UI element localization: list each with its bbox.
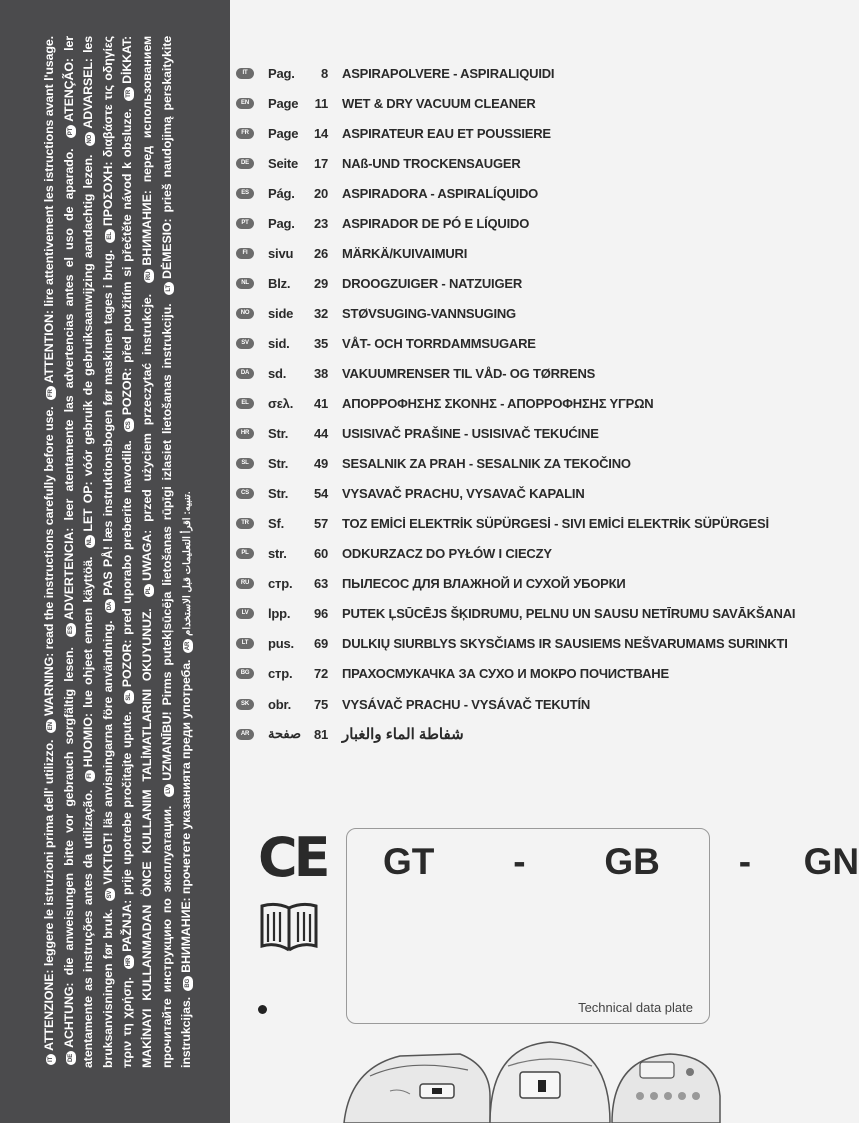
lang-badge-icon: CS <box>236 488 254 499</box>
page-number: 72 <box>313 666 328 682</box>
lang-badge-icon: LV <box>236 608 254 619</box>
section-title: DULKIŲ SIURBLYS SKYSČIAMS IR SAUSIEMS NEŠVARUMAMS SURINKTI <box>342 636 788 652</box>
warning-text: DİKKAT: MAKİNAYI KULLANMADAN ÖNCE KULLANIM TALİMATLARINI OKUYUNUZ. <box>120 35 154 1068</box>
lang-badge-icon: DE <box>236 158 254 169</box>
warning-text: ВНИМАНИЕ: прочетете указанията преди употреба. <box>179 659 194 973</box>
page-label: Str. <box>268 486 289 502</box>
warning-text: POZOR: před použitím si přečtěte návod k obsluze. <box>120 108 135 416</box>
page-number: 60 <box>313 546 328 562</box>
page-number: 38 <box>313 365 328 381</box>
technical-data-plate <box>346 828 859 1024</box>
lang-badge-icon: FR <box>46 386 56 400</box>
toc-row-ru <box>236 569 796 599</box>
section-title: MÄRKÄ/KUIVAIMURI <box>342 245 468 261</box>
section-title: VYSAVAČ PRACHU, VYSAVAČ KAPALIN <box>342 486 585 502</box>
toc-row-el <box>236 389 796 419</box>
toc-row-lt <box>236 629 796 659</box>
warning-de <box>62 647 76 1068</box>
toc-row-en <box>236 88 796 118</box>
page-number: 32 <box>313 305 328 321</box>
lang-badge-icon: SL <box>236 458 254 469</box>
warning-it <box>42 740 56 1068</box>
toc-row-cs <box>236 479 796 509</box>
warning-nl <box>81 155 95 552</box>
section-title: VYSÁVAČ PRACHU - VYSÁVAČ TEKUTÍN <box>342 696 591 712</box>
lang-badge-icon: DE <box>66 1051 76 1065</box>
page-number: 23 <box>313 215 328 231</box>
toc-row-tr <box>236 509 796 539</box>
warning-ar <box>179 491 193 656</box>
section-title: ПЫЛЕСОС ДЛЯ ВЛАЖНОЙ И СУХОЙ УБОРКИ <box>342 576 626 592</box>
warning-text: ADVERTENCIA: leer atentamente las advertencias antes el uso de aparado. <box>61 148 76 621</box>
lang-badge-icon: BG <box>183 976 193 991</box>
section-title: VAKUUMRENSER TIL VÅD- OG TØRRENS <box>342 365 596 381</box>
lang-badge-icon: FI <box>85 770 95 781</box>
toc-row-sk <box>236 689 796 719</box>
toc-row-nl <box>236 268 796 298</box>
section-title: VÅT- OCH TORRDAMMSUGARE <box>342 335 536 351</box>
warning-en <box>42 407 56 737</box>
page-number: 69 <box>313 636 328 652</box>
page-label: Page <box>268 125 299 141</box>
warning-text: POZOR: pred uporabo preberite navodila. <box>120 440 135 688</box>
warning-text: ATTENZIONE: leggere le istruzioni prima dell' utilizzo. <box>42 739 56 1051</box>
lang-badge-icon: PT <box>66 125 76 138</box>
page-number: 57 <box>313 516 328 532</box>
lang-badge-icon: AR <box>183 639 193 653</box>
section-title: SESALNIK ZA PRAH - SESALNIK ZA TEKOČINO <box>342 456 631 472</box>
warning-sv <box>101 621 115 905</box>
lang-badge-icon: FI <box>236 248 254 259</box>
warning-text: WARNING: read the instructions carefully before use. <box>42 406 56 717</box>
toc-row-no <box>236 298 796 328</box>
lang-badge-icon: ES <box>66 623 76 637</box>
warning-fi <box>81 557 95 785</box>
section-title: ASPIRATEUR EAU ET POUSSIERE <box>342 125 551 141</box>
page-label: sivu <box>268 245 294 261</box>
lang-badge-icon: HR <box>236 428 254 439</box>
page-number: 44 <box>313 426 328 442</box>
page-number: 54 <box>313 486 328 502</box>
page-number: 14 <box>313 125 328 141</box>
warning-lv <box>160 304 174 800</box>
lang-badge-icon: SL <box>124 690 134 703</box>
warning-hr <box>120 711 134 972</box>
lang-badge-icon: IT <box>46 1054 56 1065</box>
warning-text: ATENÇÃO: ler atentamente as instruções antes da utilização. <box>61 35 96 1068</box>
warning-sl <box>120 440 134 706</box>
section-title: WET & DRY VACUUM CLEANER <box>342 95 536 111</box>
language-index <box>236 58 796 749</box>
warning-bg <box>179 660 193 994</box>
lang-badge-icon: NL <box>85 535 95 549</box>
page-label: стр. <box>268 666 293 682</box>
lang-badge-icon: AR <box>236 729 254 740</box>
lang-badge-icon: RU <box>144 269 154 283</box>
warning-text: PAS PÅ! læs instruktionsbogen før maskinen tages i brug. <box>100 249 115 596</box>
page-number: 26 <box>313 245 328 261</box>
lang-badge-icon: LT <box>164 282 174 295</box>
page-label: Seite <box>268 155 299 171</box>
lang-badge-icon: SK <box>236 699 254 710</box>
warning-fr <box>42 36 56 403</box>
lang-badge-icon: TR <box>124 87 134 101</box>
section-title: TOZ EMİCİ ELEKTRİK SÜPÜRGESİ - SIVI EMİCİ ELEKTRİK SÜPÜRGESİ <box>342 516 769 532</box>
bullet-dot-icon <box>258 1005 267 1014</box>
warning-es <box>62 149 76 640</box>
warning-text-block <box>0 30 230 1080</box>
warning-text: ACHTUNG: die anweisungen bitte vor gebrauch sorgfältig lesen. <box>61 647 76 1048</box>
section-title: USISIVAČ PRAŠINE - USISIVAČ TEKUĆINE <box>342 426 599 442</box>
lang-badge-icon: LV <box>164 784 174 797</box>
toc-row-hr <box>236 419 796 449</box>
lang-badge-icon: EL <box>105 229 115 242</box>
lang-badge-icon: BG <box>236 668 254 679</box>
lang-badge-icon: IT <box>236 68 254 79</box>
page-label: Str. <box>268 426 289 442</box>
page-number: 49 <box>313 456 328 472</box>
section-title: STØVSUGING-VANNSUGING <box>342 305 516 321</box>
lang-badge-icon: DA <box>105 599 115 613</box>
section-title: NAß-UND TROCKENSAUGER <box>342 155 521 171</box>
page-number: 96 <box>313 606 328 622</box>
page-number: 20 <box>313 185 328 201</box>
warning-cs <box>120 109 134 436</box>
toc-row-sl <box>236 449 796 479</box>
lang-badge-icon: PL <box>236 548 254 559</box>
page-label: Page <box>268 95 299 111</box>
warning-text: ΠΡΟΣΟΧΗ: διαβάστε τις οδηγίες πριν τη χρήση. <box>100 36 135 1068</box>
section-title: ODKURZACZ DO PYŁÓW I CIECZY <box>342 546 552 562</box>
section-title: ASPIRADORA - ASPIRALÍQUIDO <box>342 185 539 201</box>
toc-row-lv <box>236 599 796 629</box>
warning-text: ВНИМАНИЕ: перед использованием прочитайте инструкцию по эксплуатации. <box>139 35 174 1068</box>
model-codes: GT - GB - GN <box>383 841 859 882</box>
warning-text: HUOMIO: lue ohjeet ennen käyttöä. <box>81 556 96 768</box>
toc-row-fr <box>236 118 796 148</box>
section-title: ASPIRAPOLVERE - ASPIRALIQUIDI <box>342 65 555 81</box>
page-label: Blz. <box>268 275 291 291</box>
lang-badge-icon: HR <box>124 955 134 969</box>
toc-row-pt <box>236 208 796 238</box>
page-label: sid. <box>268 335 290 351</box>
vacuum-illustration-right <box>612 1054 720 1123</box>
page-label: str. <box>268 546 287 562</box>
plate-caption: Technical data plate <box>578 1000 693 1015</box>
lang-badge-icon: ES <box>236 188 254 199</box>
warning-pl <box>140 294 154 600</box>
ce-mark: CE <box>258 826 327 889</box>
page-label: σελ. <box>268 396 294 412</box>
product-illustrations <box>340 1036 740 1123</box>
open-book-icon <box>258 900 320 954</box>
toc-row-it <box>236 58 796 88</box>
page-number: 11 <box>314 95 328 111</box>
page-number: 63 <box>313 576 328 592</box>
page-number: 41 <box>313 396 328 412</box>
warning-text: UZMANĪBU! Pirms putekļsūcēja lietošanas rūpīgi izlasiet lietošanas instrukciju. <box>159 303 174 781</box>
warning-text: PAŽNJA: prije upotrebe pročitajte upute. <box>120 711 135 952</box>
toc-row-es <box>236 178 796 208</box>
lang-badge-icon: PL <box>144 584 154 597</box>
page-label: Pag. <box>268 215 295 231</box>
lang-badge-icon: NO <box>85 132 95 147</box>
warning-text: ADVARSEL: les bruksanvisningen før bruk. <box>81 36 115 1068</box>
toc-row-ar <box>236 719 796 749</box>
section-title: DROOGZUIGER - NATZUIGER <box>342 275 523 291</box>
lang-badge-icon: LT <box>236 638 254 649</box>
lang-badge-icon: NO <box>236 308 254 319</box>
warning-text: LET OP: vóór gebruik de gebruiksaanwijzing aandachtig lezen. <box>81 154 96 532</box>
vacuum-illustration-left <box>344 1054 490 1123</box>
section-title: شفاطة الماء والغبار <box>342 726 464 744</box>
page-label: obr. <box>268 696 292 712</box>
page-label: lpp. <box>268 606 291 622</box>
toc-row-bg <box>236 659 796 689</box>
lang-badge-icon: EN <box>46 719 56 733</box>
page-number: 29 <box>313 275 328 291</box>
toc-row-fi <box>236 238 796 268</box>
lang-badge-icon: NL <box>236 278 254 289</box>
lang-badge-icon: EN <box>236 98 254 109</box>
page-label: pus. <box>268 636 294 652</box>
lang-badge-icon: EL <box>236 398 254 409</box>
page-label: Str. <box>268 456 289 472</box>
lang-badge-icon: TR <box>236 518 254 529</box>
lang-badge-icon: FR <box>236 128 254 139</box>
lang-badge-icon: DA <box>236 368 254 379</box>
warning-da <box>101 250 115 616</box>
warning-band <box>0 0 230 1123</box>
page-number: 75 <box>313 696 328 712</box>
page-number: 81 <box>313 726 328 742</box>
toc-row-de <box>236 148 796 178</box>
section-title: PUTEK ĻSŪCĒJS ŠĶIDRUMU, PELNU UN SAUSU NETĪRUMU SAVĀKŠANAI <box>342 606 796 622</box>
toc-row-da <box>236 358 796 388</box>
warning-text: DĖMESIO: prieš naudojimą perskaitykite instrukcijas. <box>159 35 194 1068</box>
page-label: sd. <box>268 365 287 381</box>
lang-badge-icon: SV <box>105 888 115 902</box>
toc-row-sv <box>236 328 796 358</box>
section-title: ПРАХОСМУКАЧКА ЗА СУХО И МОКРО ПОЧИСТВАНЕ <box>342 666 669 682</box>
page-label: side <box>268 305 294 321</box>
warning-text: تنبيه: اقرأ التعليمات قبل الاستخدام. <box>182 491 194 636</box>
page-number: 35 <box>313 335 328 351</box>
page-number: 8 <box>320 65 328 81</box>
lang-badge-icon: SV <box>236 338 254 349</box>
page-label: стр. <box>268 576 293 592</box>
page-label: صفحة <box>268 726 301 742</box>
page-label: Sf. <box>268 516 285 532</box>
lang-badge-icon: CS <box>124 418 134 432</box>
lang-badge-icon: RU <box>236 578 254 589</box>
warning-text: ATTENTION: lire attentivement les istructions avant l'usage. <box>42 36 56 384</box>
toc-row-pl <box>236 539 796 569</box>
section-title: ASPIRADOR DE PÓ E LÍQUIDO <box>342 215 530 231</box>
page-number: 17 <box>313 155 328 171</box>
page-label: Pag. <box>268 65 295 81</box>
warning-text: VIKTIGT! läs anvisningarna före användning. <box>100 620 115 885</box>
warning-text: UWAGA: przed użyciem przeczytać instrukcje. <box>139 294 154 581</box>
vacuum-illustration-center <box>490 1042 610 1123</box>
section-title: ΑΠΟΡΡΟΦΗΣΗΣ ΣΚΟΝΗΣ - ΑΠΟΡΡΟΦΗΣΗΣ ΥΓΡΩΝ <box>342 396 654 412</box>
page-label: Pág. <box>268 185 295 201</box>
lang-badge-icon: PT <box>236 218 254 229</box>
